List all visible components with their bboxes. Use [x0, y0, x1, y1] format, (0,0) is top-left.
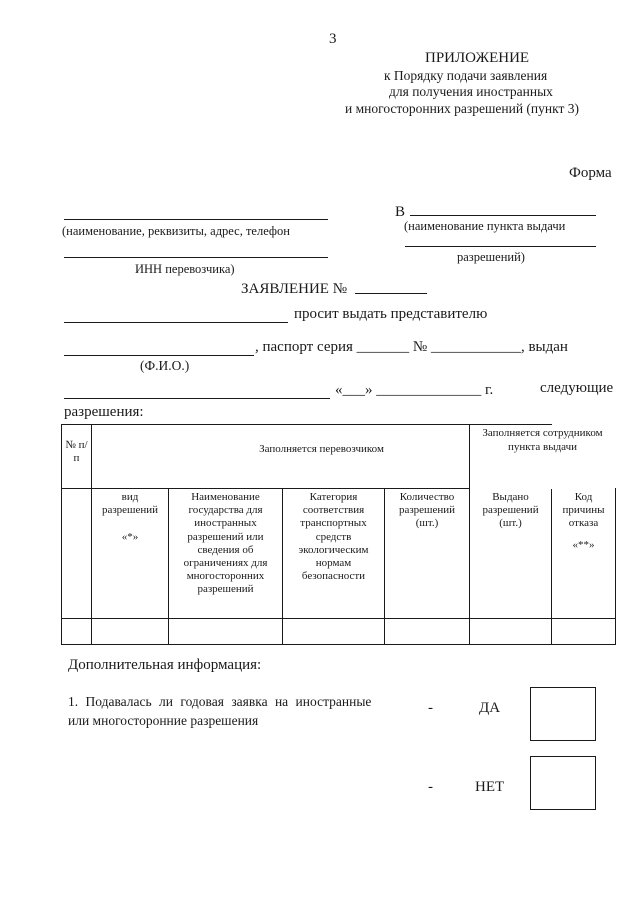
no-checkbox[interactable]: [530, 756, 596, 810]
dash-no: -: [428, 779, 433, 795]
carrier-caption-1: (наименование, реквизиты, адрес, телефон: [62, 224, 290, 238]
permits-text: разрешения:: [64, 404, 144, 420]
col-permit-type-label: вид разрешений: [101, 491, 159, 517]
col-permit-type: [92, 489, 169, 619]
carrier-line-2: [64, 257, 328, 258]
appendix-line3: и многосторонних разрешений (пункт 3): [345, 101, 580, 116]
appendix-line1: к Порядку подачи заявления: [384, 68, 548, 83]
to-prefix: В: [395, 204, 406, 220]
office-caption-1: (наименование пункта выдачи: [404, 219, 566, 233]
statement-number-line: [355, 293, 427, 294]
col-category: Категория соответствия транспортных средств экологическим нормам безопасности: [283, 489, 385, 619]
asks-text: просит выдать представителю: [294, 306, 488, 322]
additional-title: Дополнительная информация:: [68, 657, 262, 673]
carrier-header: Заполняется перевозчиком: [92, 425, 552, 489]
office-caption-2: разрешений): [457, 250, 525, 264]
dash-yes: -: [428, 700, 433, 716]
col-country: Наименование государства для иностранных разрешений или сведения об ограничениях для многосторонних разрешений: [169, 489, 283, 619]
question-1: 1. Подавалась ли годовая заявка на иностранные: [68, 694, 372, 709]
no-label: НЕТ: [475, 779, 505, 795]
col-issued: Выдано разрешений (шт.): [470, 489, 552, 619]
fio-line: [64, 355, 254, 356]
yes-checkbox[interactable]: [530, 687, 596, 741]
office-line-1: [410, 215, 596, 216]
empty-cell: [169, 619, 283, 645]
empty-cell: [470, 619, 552, 645]
carrier-name-line: [64, 322, 288, 323]
col-refusal-code: [552, 489, 616, 619]
col-permit-type-note: «*»: [121, 531, 139, 544]
office-line-2: [405, 246, 596, 247]
issued-by-line: [64, 398, 330, 399]
empty-cell: [385, 619, 470, 645]
staff-header: Заполняется сотрудником пункта выдачи: [469, 425, 615, 489]
appendix-line2: для получения иностранных: [389, 84, 553, 99]
page-number: 3: [329, 31, 337, 47]
empty-cell: [92, 619, 169, 645]
col-refusal-code-note: «**»: [572, 538, 595, 551]
carrier-line-1: [64, 219, 328, 220]
date-text: «___» ______________ г.: [335, 382, 494, 398]
fio-caption: (Ф.И.О.): [140, 358, 190, 373]
yes-label: ДА: [479, 700, 501, 716]
col-num-header: № п/п: [62, 425, 92, 489]
empty-cell: [62, 619, 92, 645]
appendix-title: ПРИЛОЖЕНИЕ: [425, 50, 530, 66]
following-text: следующие: [540, 380, 614, 396]
col-quantity: Количество разрешений (шт.): [385, 489, 470, 619]
carrier-caption-2: ИНН перевозчика): [135, 262, 235, 276]
form-label: Форма: [569, 165, 612, 181]
statement-title: ЗАЯВЛЕНИЕ №: [241, 281, 348, 297]
col-refusal-code-label: Код причины отказа: [562, 491, 605, 530]
passport-text: , паспорт серия _______ № ____________, выдан: [255, 339, 568, 355]
question-1b: или многосторонние разрешения: [68, 713, 259, 728]
empty-cell: [552, 619, 616, 645]
num-cell: [62, 489, 92, 619]
empty-cell: [283, 619, 385, 645]
